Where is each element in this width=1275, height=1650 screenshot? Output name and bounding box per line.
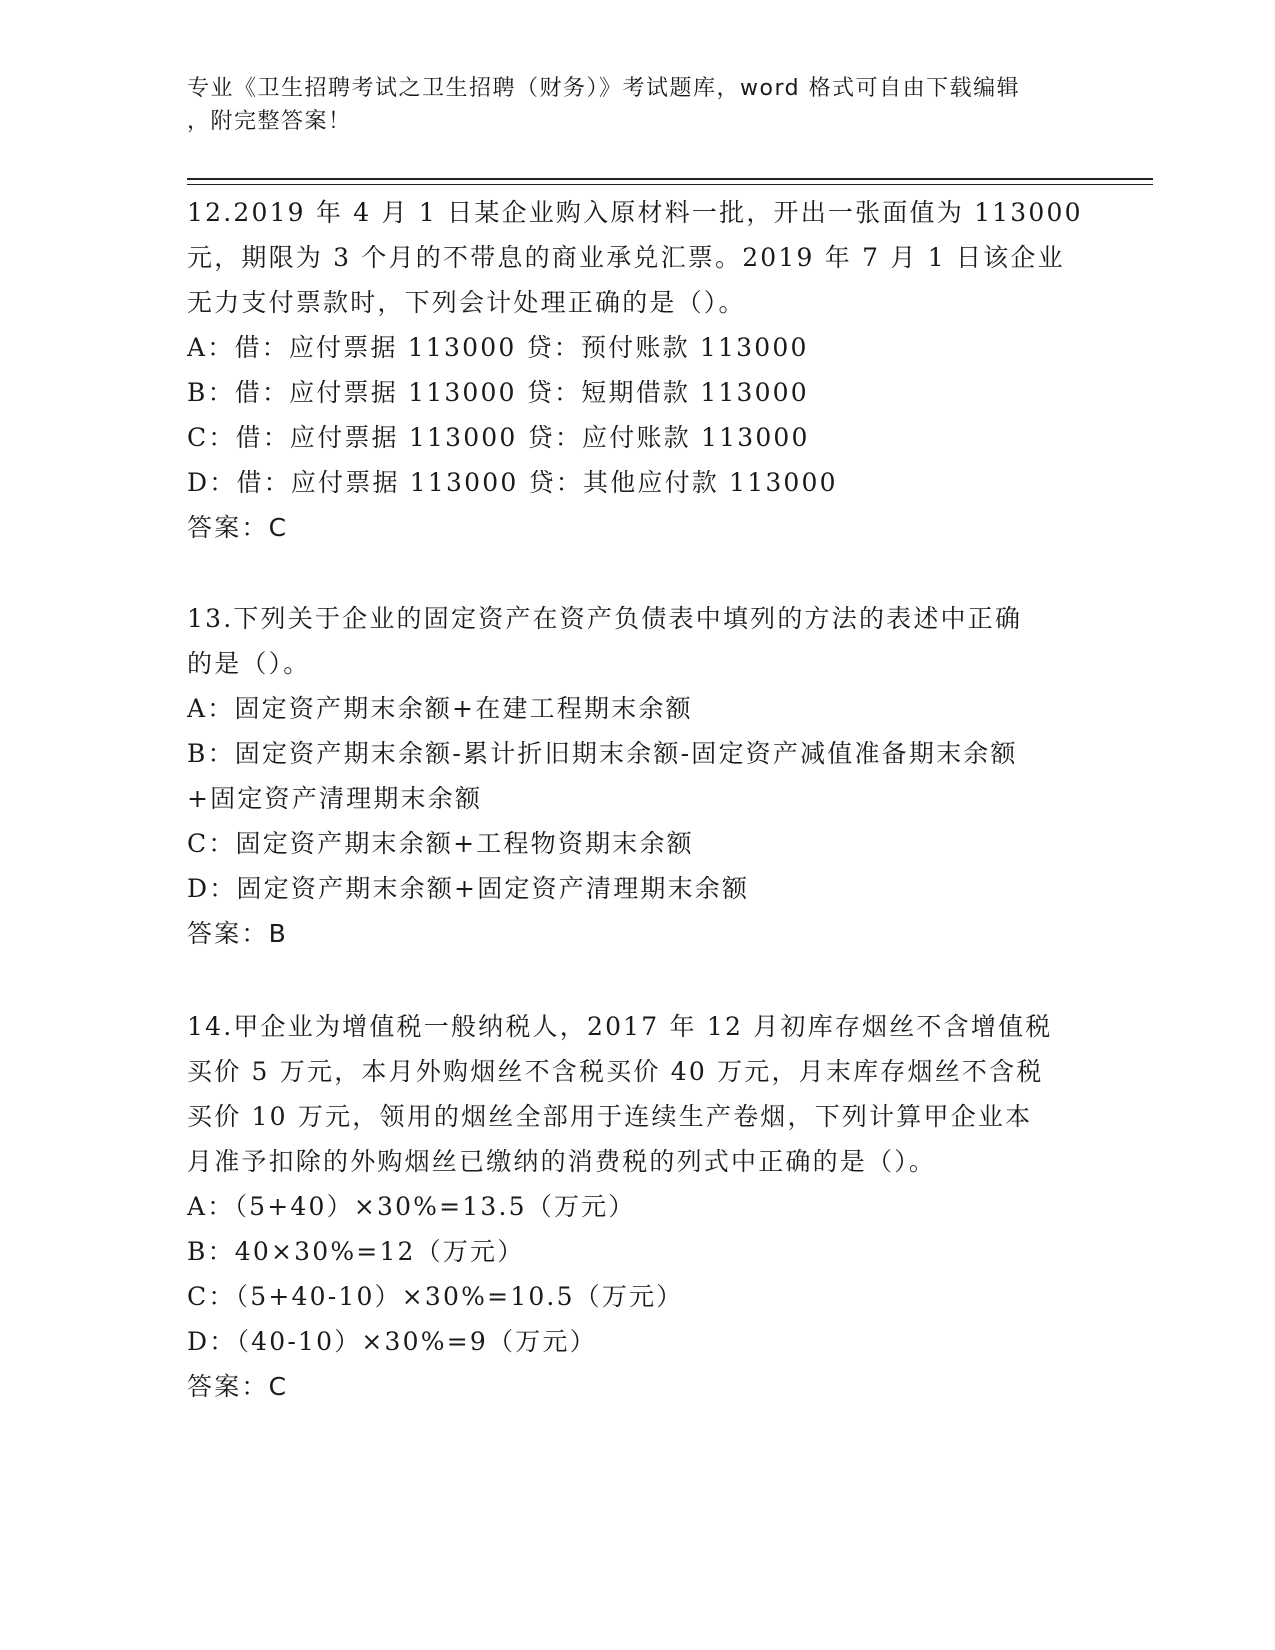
header-divider-thin <box>187 184 1153 185</box>
question-text-line: 元，期限为 3 个月的不带息的商业承兑汇票。2019 年 7 月 1 日该企业 <box>187 243 1065 272</box>
question-text-line: 月准予扣除的外购烟丝已缴纳的消费税的列式中正确的是（）。 <box>187 1147 937 1176</box>
header-line-2: ，附完整答案！ <box>187 109 352 134</box>
option-c: C：固定资产期末余额+工程物资期末余额 <box>187 829 694 858</box>
answer: 答案：C <box>187 1372 289 1401</box>
option-d: D：固定资产期末余额+固定资产清理期末余额 <box>187 874 750 903</box>
question-text-line: 14.甲企业为增值税一般纳税人，2017 年 12 月初库存烟丝不含增值税 <box>187 1012 1053 1041</box>
option-b-continued: +固定资产清理期末余额 <box>187 784 483 813</box>
question-14 <box>187 1004 1087 1409</box>
question-text-line: 13.下列关于企业的固定资产在资产负债表中填列的方法的表述中正确 <box>187 604 1023 633</box>
option-a: A：固定资产期末余额+在建工程期末余额 <box>187 694 693 723</box>
question-text-line: 的是（）。 <box>187 649 311 678</box>
option-a: A：借：应付票据 113000 贷：预付账款 113000 <box>187 333 809 362</box>
option-a: A：（5+40）×30%=13.5（万元） <box>187 1192 636 1221</box>
option-c: C：（5+40-10）×30%=10.5（万元） <box>187 1282 684 1311</box>
question-text-line: 买价 10 万元，领用的烟丝全部用于连续生产卷烟，下列计算甲企业本 <box>187 1102 1033 1131</box>
header-divider-thick <box>187 178 1153 180</box>
question-12 <box>187 190 1087 550</box>
option-d: D：（40-10）×30%=9（万元） <box>187 1327 597 1356</box>
option-c: C：借：应付票据 113000 贷：应付账款 113000 <box>187 423 810 452</box>
option-b: B：借：应付票据 113000 贷：短期借款 113000 <box>187 378 809 407</box>
option-b: B：40×30%=12（万元） <box>187 1237 525 1266</box>
question-text-line: 无力支付票款时，下列会计处理正确的是（）。 <box>187 288 746 317</box>
option-b: B：固定资产期末余额-累计折旧期末余额-固定资产减值准备期末余额 <box>187 739 1018 768</box>
answer: 答案：B <box>187 919 288 948</box>
header-line-1: 专业《卫生招聘考试之卫生招聘（财务）》考试题库，word 格式可自由下载编辑 <box>187 76 1021 101</box>
question-13 <box>187 596 1087 956</box>
document-header <box>187 72 1067 138</box>
question-text-line: 买价 5 万元，本月外购烟丝不含税买价 40 万元，月末库存烟丝不含税 <box>187 1057 1044 1086</box>
option-d: D：借：应付票据 113000 贷：其他应付款 113000 <box>187 468 838 497</box>
question-text-line: 12.2019 年 4 月 1 日某企业购入原材料一批，开出一张面值为 113000 <box>187 198 1083 227</box>
answer: 答案：C <box>187 513 289 542</box>
